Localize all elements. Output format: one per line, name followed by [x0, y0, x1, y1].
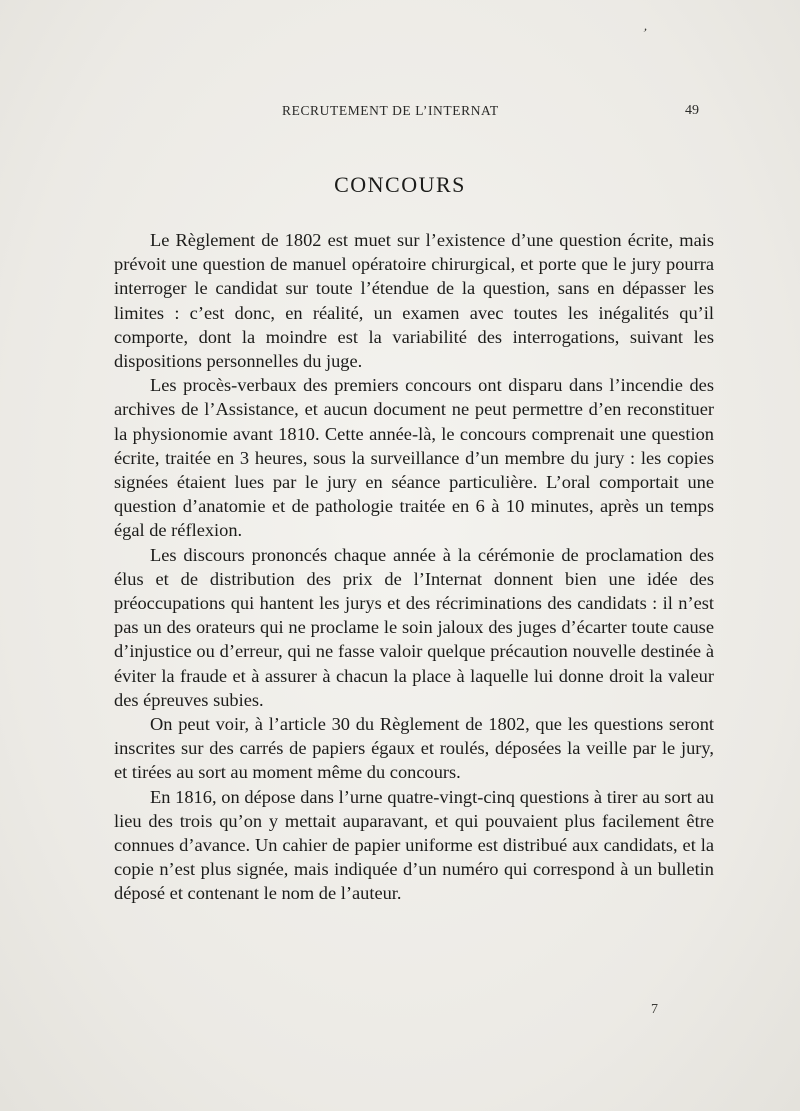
paragraph-5: En 1816, on dépose dans l’urne quatre-vingt-cinq questions à tirer au sort au lieu des trois qu’on y mettait auparavant, et qui pouvaient plus facilement être connues d’avance. Un cahier de papier uniforme est distribué aux candidats, et la copie n’est plus signée, mais indiquée d’un numéro qui correspond à un bulletin déposé et contenant le nom de l’auteur. [114, 786, 714, 904]
page-number: 49 [685, 103, 699, 118]
section-heading: CONCOURS [334, 172, 466, 197]
paragraph-4: On peut voir, à l’article 30 du Règlement de 1802, que les questions seront inscrites sur des carrés de papiers égaux et roulés, déposées la veille par le jury, et tirées au sort au moment même du concours. [114, 714, 714, 783]
paragraph-1: Le Règlement de 1802 est muet sur l’existence d’une question écrite, mais prévoit une question de manuel opératoire chirurgical, et porte que le jury pourra interroger le candidat sur toute l’étendue de la question, sans en dépasser les limites : c’est donc, en réalité, un examen avec toutes les inégalités qu’il comporte, dont la moindre est la variabilité des interrogations, suivant les dispositions personnelles du juge. [114, 230, 714, 372]
paragraph-2: Les procès-verbaux des premiers concours ont disparu dans l’incendie des archives de l’Assistance, et aucun document ne peut permettre d’en reconstituer la physionomie avant 1810. Cette année-là, le concours comprenait une question écrite, traitée en 3 heures, sous la surveillance d’un membre du jury : les copies signées étaient lues par le jury en séance particulière. L’oral comportait une question d’anatomie et de pathologie traitée en 6 à 10 minutes, après un temps égal de réflexion. [114, 375, 714, 541]
ink-speck-mark: ʼ [639, 24, 649, 41]
paragraph-3: Les discours prononcés chaque année à la cérémonie de proclamation des élus et de distribution des prix de l’Internat donnent bien une idée des préoccupations qui hantent les jurys et des récriminations des candidats : il n’est pas un des orateurs qui ne proclame le soin jaloux des juges d’écarter toute cause d’injustice ou d’erreur, qui ne fasse valoir quelque précaution nouvelle destinée à éviter la fraude et à assurer à chacun la place à laquelle lui donne droit la valeur des épreuves subies. [114, 544, 714, 710]
running-header [0, 103, 800, 123]
signature-mark: 7 [651, 1002, 658, 1017]
body-text [114, 228, 714, 906]
running-title: RECRUTEMENT DE L’INTERNAT [282, 103, 499, 118]
